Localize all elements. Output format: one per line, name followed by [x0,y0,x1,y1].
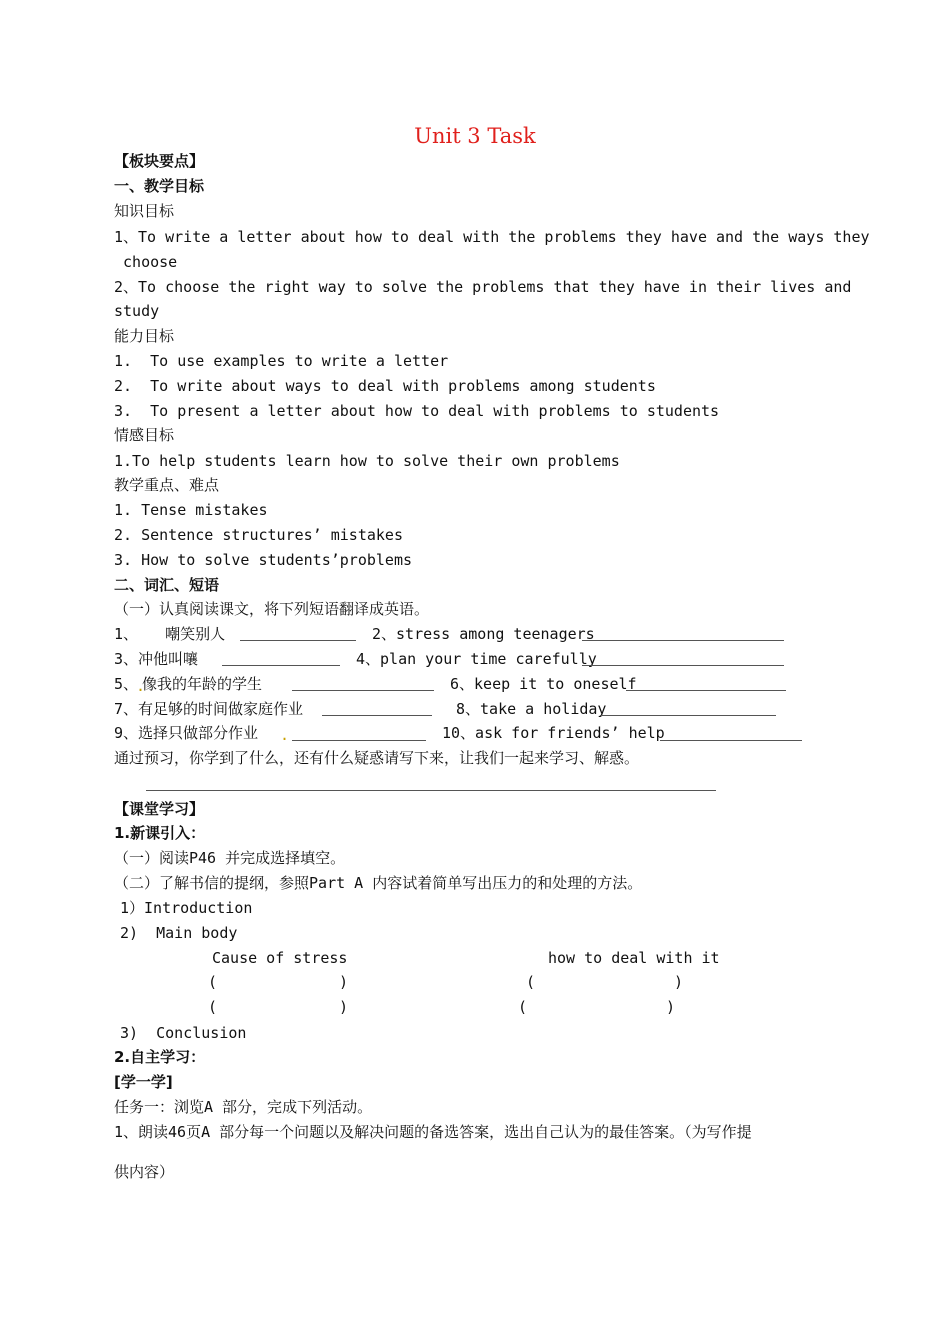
intro-item-2: （二）了解书信的提纲，参照Part A 内容试着简单写出压力的和处理的方法。 [114,874,643,892]
key-point-2: 2. Sentence structures’ mistakes [114,526,403,544]
classroom-heading: 【课堂学习】 [114,800,205,818]
intro-heading: 1.新课引入： [114,824,206,842]
ability-heading: 能力目标 [114,327,175,345]
dot-mark: . [136,677,146,695]
self-study-heading: 2.自主学习： [114,1048,206,1066]
deal-blank-1-close: ) [674,973,684,991]
vocab-item-9: 9、选择只做部分作业 [114,724,259,742]
cause-blank-2-open: ( [208,998,218,1016]
key-points-heading: 教学重点、难点 [114,476,220,494]
deal-blank-2-close: ) [666,998,676,1016]
vocab-heading: 二、词汇、短语 [114,576,220,594]
vocab-instruction: （一）认真阅读课文，将下列短语翻译成英语。 [114,600,430,618]
vocab-item-10: 10、ask for friends’ help [442,724,665,742]
knowledge-item-1b: choose [114,253,178,271]
ability-item-3: 3. To present a letter about how to deal with problems to students [114,402,720,420]
dot-mark: . [280,726,290,744]
ability-item-2: 2. To write about ways to deal with problems among students [114,377,656,395]
objectives-heading: 一、教学目标 [114,177,205,195]
cause-blank-1-close: ) [339,973,349,991]
learn-heading: [学一学] [114,1073,173,1091]
vocab-item-8: 8、take a holiday [456,700,607,718]
outline-introduction: 1）Introduction [120,899,253,917]
intro-item-1: （一）阅读P46 并完成选择填空。 [114,849,346,867]
emotion-item-1: 1.To help students learn how to solve their own problems [114,452,620,470]
answer-blank-3[interactable] [222,665,340,666]
knowledge-item-1a: 1、To write a letter about how to deal with the problems they have and the ways they [114,228,870,246]
key-point-3: 3. How to solve students’problems [114,551,413,569]
answer-blank-8[interactable] [600,715,776,716]
vocab-item-3: 3、冲他叫嚷 [114,650,199,668]
section-heading-bankuai: 【板块要点】 [114,152,205,170]
vocab-item-5: 像我的年龄的学生 [142,675,263,693]
vocab-item-7: 7、有足够的时间做家庭作业 [114,700,304,718]
notes-line[interactable] [146,790,716,791]
how-to-deal-label: how to deal with it [548,949,720,967]
knowledge-item-2b: study [114,302,160,320]
deal-blank-1-open: ( [526,973,536,991]
cause-of-stress-label: Cause of stress [212,949,348,967]
vocab-item-2: 2、stress among teenagers [372,625,595,643]
answer-blank-4[interactable] [582,665,784,666]
outline-conclusion: 3) Conclusion [120,1024,247,1042]
answer-blank-6[interactable] [626,690,786,691]
task-1: 任务一：浏览A 部分，完成下列活动。 [114,1098,373,1116]
cause-blank-1-open: ( [208,973,218,991]
answer-blank-1[interactable] [240,640,356,641]
vocab-item-6: 6、keep it to oneself [450,675,637,693]
answer-blank-5[interactable] [292,690,434,691]
vocab-item-5-number: 5、 [114,675,139,693]
answer-blank-10[interactable] [660,740,802,741]
vocab-item-4: 4、plan your time carefully [356,650,597,668]
answer-blank-9[interactable] [292,740,426,741]
deal-blank-2-open: ( [518,998,528,1016]
task-1-item-1b: 供内容） [114,1163,175,1181]
outline-main-body: 2) Main body [120,924,238,942]
preview-note: 通过预习，你学到了什么，还有什么疑惑请写下来，让我们一起来学习、解惑。 [114,749,640,767]
vocab-item-1: 1、 嘲笑别人 [114,625,226,643]
knowledge-item-2a: 2、To choose the right way to solve the problems that they have in their lives and [114,278,852,296]
emotion-heading: 情感目标 [114,426,175,444]
knowledge-heading: 知识目标 [114,202,175,220]
task-1-item-1a: 1、朗读46页A 部分每一个问题以及解决问题的备选答案，选出自己认为的最佳答案。（为写作提 [114,1123,752,1141]
cause-blank-2-close: ) [339,998,349,1016]
ability-item-1: 1. To use examples to write a letter [114,352,449,370]
page-title: Unit 3 Task [414,124,536,148]
key-point-1: 1. Tense mistakes [114,501,268,519]
answer-blank-7[interactable] [322,715,432,716]
answer-blank-2[interactable] [582,640,784,641]
